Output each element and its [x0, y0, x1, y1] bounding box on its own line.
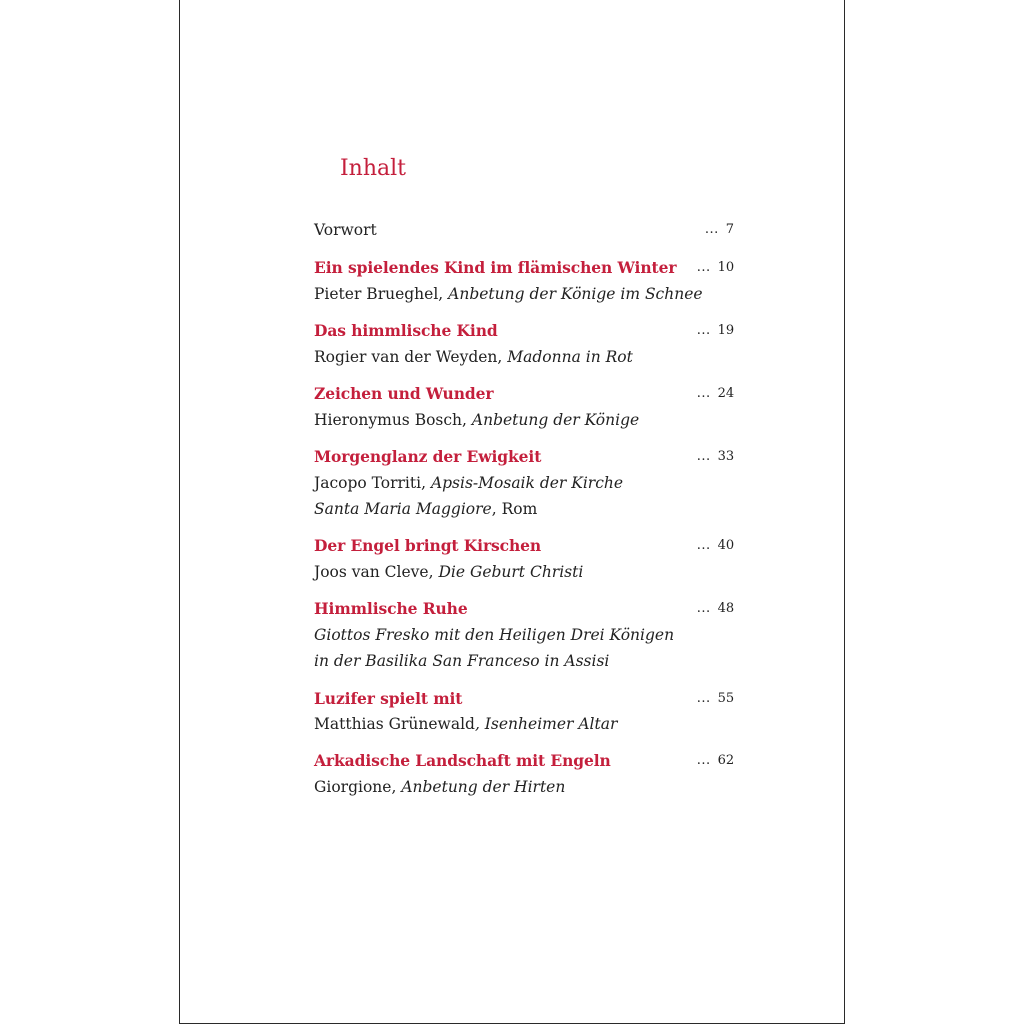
toc-entry-heading — [314, 534, 734, 558]
toc-entry-subline — [314, 497, 734, 521]
artwork-title: Apsis-Mosaik der Kirche — [430, 474, 624, 492]
toc-leader-dots: ... — [696, 386, 711, 401]
toc-leader-dots: ... — [704, 222, 719, 237]
toc-entry-subline — [314, 560, 734, 584]
toc-page-ref — [697, 256, 734, 280]
toc-page-ref — [697, 382, 734, 406]
toc-entry-subline — [314, 345, 734, 369]
toc-entry-heading — [314, 256, 734, 280]
toc-leader-dots: ... — [696, 691, 711, 706]
artist-name: Joos van Cleve, — [314, 563, 439, 581]
artist-name: Jacopo Torriti, — [314, 474, 431, 492]
toc-heading-text: Arkadische Landschaft mit Engeln — [314, 751, 611, 770]
artwork-title: Madonna in Rot — [507, 348, 633, 366]
artist-name: Matthias Grünewald — [314, 715, 475, 733]
subline-tail: , Rom — [491, 500, 538, 518]
artist-name: Giorgione, — [314, 778, 402, 796]
toc-page-number: 24 — [717, 386, 734, 401]
toc-page-number: 40 — [717, 538, 734, 553]
toc-page-ref — [705, 218, 734, 242]
artwork-title: Giottos Fresko mit den Heiligen Drei Königen — [314, 626, 675, 644]
toc-page-ref — [697, 534, 734, 558]
toc-entry-heading — [314, 749, 734, 773]
toc-page-ref — [697, 687, 734, 711]
toc-heading-text: Der Engel bringt Kirschen — [314, 536, 542, 555]
toc-page-number: 7 — [725, 222, 734, 237]
artwork-title: Die Geburt Christi — [438, 563, 584, 581]
toc-entry-subline — [314, 623, 734, 647]
toc-leader-dots: ... — [696, 601, 711, 616]
artist-name: Hieronymus Bosch, — [314, 411, 472, 429]
toc-page-ref — [697, 597, 734, 621]
toc-leader-dots: ... — [696, 753, 711, 768]
toc-leader-dots: ... — [696, 260, 711, 275]
toc-page-ref — [697, 445, 734, 469]
toc-leader-dots: ... — [696, 449, 711, 464]
toc-heading-text: Himmlische Ruhe — [314, 599, 468, 618]
toc-entry-vorwort — [314, 218, 734, 242]
artist-name: Pieter Brueghel, — [314, 285, 449, 303]
toc-entry-heading — [314, 597, 734, 621]
artwork-title: , Isenheimer Altar — [474, 715, 618, 733]
toc-entry-subline — [314, 471, 734, 495]
toc-heading-text: Das himmlische Kind — [314, 321, 498, 340]
toc-heading-text: Morgenglanz der Ewigkeit — [314, 447, 542, 466]
toc-page-number: 10 — [717, 260, 734, 275]
toc-entry-subline — [314, 408, 734, 432]
toc-page-number: 48 — [717, 601, 734, 616]
toc-entry-label: Vorwort — [314, 221, 377, 239]
toc-entry-heading — [314, 687, 734, 711]
toc-page-ref — [697, 319, 734, 343]
artist-name: Rogier van der Weyden, — [314, 348, 508, 366]
toc-heading-text: Luzifer spielt mit — [314, 689, 463, 708]
toc-entry-subline — [314, 649, 734, 673]
toc-entry-heading — [314, 382, 734, 406]
artwork-title: Anbetung der Könige im Schnee — [448, 285, 703, 303]
artwork-title: Anbetung der Hirten — [401, 778, 566, 796]
toc-entry-heading — [314, 445, 734, 469]
toc-heading-text: Ein spielendes Kind im flämischen Winter — [314, 258, 677, 277]
toc-page-number: 19 — [717, 323, 734, 338]
toc-leader-dots: ... — [696, 323, 711, 338]
artwork-title: Anbetung der Könige — [471, 411, 640, 429]
toc-entry-subline — [314, 775, 734, 799]
toc-leader-dots: ... — [696, 538, 711, 553]
toc-page-number: 33 — [717, 449, 734, 464]
toc-entry-subline — [314, 712, 734, 736]
toc-entry-subline — [314, 282, 734, 306]
page-title: Inhalt — [339, 156, 407, 181]
toc-page-number: 55 — [717, 691, 734, 706]
toc-page-ref — [697, 749, 734, 773]
toc-page-number: 62 — [717, 753, 734, 768]
toc-heading-text: Zeichen und Wunder — [314, 384, 494, 403]
artwork-title: in der Basilika San Franceso in Assisi — [314, 652, 610, 670]
artwork-title: Santa Maria Maggiore — [314, 500, 492, 518]
toc-entry-heading — [314, 319, 734, 343]
